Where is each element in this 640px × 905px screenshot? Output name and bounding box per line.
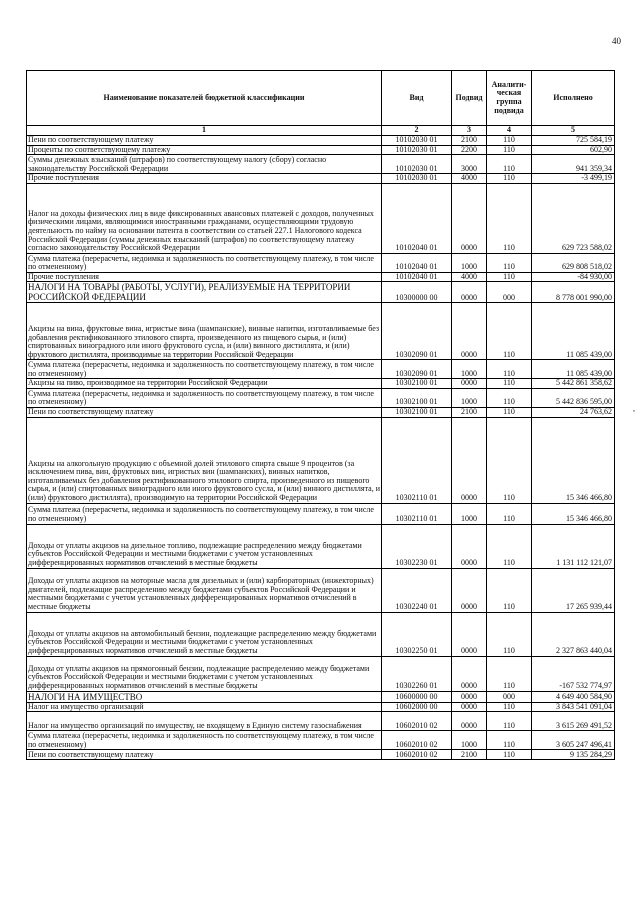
- row-name: Налог на имущество организаций: [27, 702, 382, 712]
- row-vid: 10302250 01: [382, 612, 452, 656]
- table-row: [27, 712, 615, 731]
- table-row: [27, 136, 615, 146]
- row-group: 110: [487, 712, 532, 731]
- row-podvid: 0000: [452, 183, 487, 253]
- row-value: 24 763,62: [532, 407, 615, 417]
- row-group: 110: [487, 750, 532, 760]
- row-podvid: 4000: [452, 174, 487, 184]
- row-podvid: 0000: [452, 303, 487, 360]
- row-vid: 10302230 01: [382, 524, 452, 568]
- row-podvid: 2200: [452, 145, 487, 155]
- row-value: 629 723 588,02: [532, 183, 615, 253]
- row-value: 5 442 836 595,00: [532, 388, 615, 407]
- row-name: Акцизы на пиво, производимое на территории Российской Федерации: [27, 379, 382, 389]
- table-row: [27, 417, 615, 503]
- col-num: 4: [487, 126, 532, 136]
- row-group: 000: [487, 691, 532, 702]
- row-podvid: 0000: [452, 702, 487, 712]
- budget-table: [26, 70, 615, 760]
- row-value: 15 346 466,80: [532, 417, 615, 503]
- row-value: 4 649 400 584,90: [532, 691, 615, 702]
- row-podvid: 2100: [452, 407, 487, 417]
- col-num: 1: [27, 126, 382, 136]
- row-vid: 10102030 01: [382, 174, 452, 184]
- row-group: 110: [487, 303, 532, 360]
- row-name: Пени по соответствующему платежу: [27, 136, 382, 146]
- row-value: 2 327 863 440,04: [532, 612, 615, 656]
- row-value: 5 442 861 358,62: [532, 379, 615, 389]
- row-group: 000: [487, 282, 532, 303]
- row-value: -84 930,00: [532, 272, 615, 282]
- row-podvid: 0000: [452, 656, 487, 691]
- row-podvid: 0000: [452, 282, 487, 303]
- header-name: Наименование показателей бюджетной классификации: [27, 71, 382, 126]
- row-name: Сумма платежа (перерасчеты, недоимка и задолженность по соответствующему платежу, в том числе по отмененному): [27, 388, 382, 407]
- row-podvid: 2100: [452, 750, 487, 760]
- row-name: Доходы от уплаты акцизов на автомобильный бензин, подлежащие распределению между бюджетами субъектов Российской Федерации и местными бюджетами с учетом установленных дифференцированных нормативов отчислений в местные бюджеты: [27, 612, 382, 656]
- row-name: Доходы от уплаты акцизов на моторные масла для дизельных и (или) карбюраторных (инжекторных) двигателей, подлежащие распределению между бюджетами субъектов Российской Федерации и местными бюджетами с учетом установленных дифференцированных нормативов отчислений в местные бюджеты: [27, 568, 382, 612]
- table-row: [27, 272, 615, 282]
- row-name: Проценты по соответствующему платежу: [27, 145, 382, 155]
- row-vid: 10602000 00: [382, 702, 452, 712]
- table-row: [27, 612, 615, 656]
- row-group: 110: [487, 656, 532, 691]
- row-vid: 10302110 01: [382, 503, 452, 524]
- table-row: [27, 503, 615, 524]
- table-row: [27, 145, 615, 155]
- row-group: 110: [487, 136, 532, 146]
- row-vid: 10302090 01: [382, 360, 452, 379]
- row-vid: 10102030 01: [382, 155, 452, 174]
- row-vid: 10602010 02: [382, 712, 452, 731]
- column-numbers-row: [27, 126, 615, 136]
- row-podvid: 0000: [452, 524, 487, 568]
- row-group: 110: [487, 155, 532, 174]
- table-row: [27, 183, 615, 253]
- row-group: 110: [487, 702, 532, 712]
- row-value: 725 584,19: [532, 136, 615, 146]
- row-podvid: 4000: [452, 272, 487, 282]
- row-name: Сумма платежа (перерасчеты, недоимка и задолженность по соответствующему платежу, в том числе по отмененному): [27, 360, 382, 379]
- col-num: 5: [532, 126, 615, 136]
- row-value: 1 131 112 121,07: [532, 524, 615, 568]
- row-vid: 10602010 02: [382, 731, 452, 750]
- row-podvid: 0000: [452, 691, 487, 702]
- row-vid: 10102040 01: [382, 183, 452, 253]
- row-vid: 10302260 01: [382, 656, 452, 691]
- row-value: 17 265 939,44: [532, 568, 615, 612]
- row-name: Акцизы на вина, фруктовые вина, игристые вина (шампанские), винные напитки, изготавливаемые без добавления ректификованного этилового спирта, произведенного из пищевого сырья, и (или) спиртованных виноградного или иного фруктового сусла, и (или) винного дистиллята, и (или) фруктового дистиллята, производимые на территории Российской Федерации: [27, 303, 382, 360]
- row-vid: 10302100 01: [382, 388, 452, 407]
- row-value: 3 605 247 496,41: [532, 731, 615, 750]
- row-name: Налог на доходы физических лиц в виде фиксированных авансовых платежей с доходов, полученных физическими лицами, являющимися иностранными гражданами, осуществляющими трудовую деятельность по найму на основании патента в соответствии со статьей 227.1 Налогового кодекса Российской Федерации (суммы денежных взысканий (штрафов) по соответствующему платежу согласно законодательству Российской Федерации: [27, 183, 382, 253]
- table-row: [27, 303, 615, 360]
- row-name: Пени по соответствующему платежу: [27, 750, 382, 760]
- row-name: НАЛОГИ НА ТОВАРЫ (РАБОТЫ, УСЛУГИ), РЕАЛИЗУЕМЫЕ НА ТЕРРИТОРИИ РОССИЙСКОЙ ФЕДЕРАЦИИ: [27, 282, 382, 303]
- row-name: Суммы денежных взысканий (штрафов) по соответствующему налогу (сбору) согласно законодательству Российской Федерации: [27, 155, 382, 174]
- row-value: 11 085 439,00: [532, 360, 615, 379]
- row-podvid: 3000: [452, 155, 487, 174]
- row-vid: 10300000 00: [382, 282, 452, 303]
- row-group: 110: [487, 524, 532, 568]
- edge-mark: ,: [633, 404, 635, 413]
- row-name: Пени по соответствующему платежу: [27, 407, 382, 417]
- row-name: Прочие поступления: [27, 272, 382, 282]
- table-row: [27, 282, 615, 303]
- row-name: Сумма платежа (перерасчеты, недоимка и задолженность по соответствующему платежу, в том числе по отмененному): [27, 503, 382, 524]
- row-value: 941 359,34: [532, 155, 615, 174]
- row-vid: 10102030 01: [382, 145, 452, 155]
- row-value: 602,90: [532, 145, 615, 155]
- row-vid: 10102040 01: [382, 272, 452, 282]
- row-vid: 10602010 02: [382, 750, 452, 760]
- row-podvid: 0000: [452, 379, 487, 389]
- row-value: 629 808 518,02: [532, 253, 615, 272]
- row-podvid: 0000: [452, 568, 487, 612]
- header-vid: Вид: [382, 71, 452, 126]
- row-name: Налог на имущество организаций по имуществу, не входящему в Единую систему газоснабжения: [27, 712, 382, 731]
- row-podvid: 1000: [452, 253, 487, 272]
- header-result: Исполнено: [532, 71, 615, 126]
- row-name: Сумма платежа (перерасчеты, недоимка и задолженность по соответствующему платежу, в том числе по отмененному): [27, 253, 382, 272]
- row-group: 110: [487, 388, 532, 407]
- row-name: Прочие поступления: [27, 174, 382, 184]
- table-row: [27, 656, 615, 691]
- row-name: Доходы от уплаты акцизов на дизельное топливо, подлежащие распределению между бюджетами субъектов Российской Федерации и местными бюджетами с учетом установленных дифференцированных нормативов отчислений в местные бюджеты: [27, 524, 382, 568]
- row-group: 110: [487, 272, 532, 282]
- table-row: [27, 407, 615, 417]
- row-name: Акцизы на алкогольную продукцию с объемной долей этилового спирта свыше 9 процентов (за исключением пива, вин, фруктовых вин, игристых вин (шампанских), винных напитков, изготавливаемых без добавления ректификованного этилового спирта, произведенного из пищевого сырья, и (или) спиртованных виноградного или иного фруктового сусла, и (или) винного дистиллята, и (или) фруктового дистиллята), производимую на территории Российской Федерации: [27, 417, 382, 503]
- row-podvid: 1000: [452, 360, 487, 379]
- row-vid: 10302090 01: [382, 303, 452, 360]
- row-group: 110: [487, 568, 532, 612]
- row-value: 8 778 001 990,00: [532, 282, 615, 303]
- row-value: 15 346 466,80: [532, 503, 615, 524]
- row-value: 3 615 269 491,52: [532, 712, 615, 731]
- table-row: [27, 568, 615, 612]
- row-value: 3 843 541 091,04: [532, 702, 615, 712]
- row-group: 110: [487, 360, 532, 379]
- header-group: Аналити-ческая группа подвида: [487, 71, 532, 126]
- row-group: 110: [487, 174, 532, 184]
- col-num: 3: [452, 126, 487, 136]
- table-row: [27, 702, 615, 712]
- row-podvid: 2100: [452, 136, 487, 146]
- row-value: -3 499,19: [532, 174, 615, 184]
- row-group: 110: [487, 612, 532, 656]
- row-value: -167 532 774,97: [532, 656, 615, 691]
- page-number: 40: [612, 36, 621, 46]
- table-row: [27, 174, 615, 184]
- table-row: [27, 731, 615, 750]
- table-row: [27, 155, 615, 174]
- row-vid: 10302110 01: [382, 417, 452, 503]
- row-vid: 10102040 01: [382, 253, 452, 272]
- table-row: [27, 691, 615, 702]
- row-vid: 10302100 01: [382, 379, 452, 389]
- row-podvid: 0000: [452, 712, 487, 731]
- row-group: 110: [487, 503, 532, 524]
- row-group: 110: [487, 407, 532, 417]
- row-group: 110: [487, 417, 532, 503]
- row-group: 110: [487, 379, 532, 389]
- row-podvid: 1000: [452, 503, 487, 524]
- row-group: 110: [487, 145, 532, 155]
- row-group: 110: [487, 253, 532, 272]
- row-vid: 10302240 01: [382, 568, 452, 612]
- row-vid: 10302100 01: [382, 407, 452, 417]
- table-row: [27, 360, 615, 379]
- table-row: [27, 524, 615, 568]
- row-group: 110: [487, 183, 532, 253]
- row-group: 110: [487, 731, 532, 750]
- header-podvid: Подвид: [452, 71, 487, 126]
- row-vid: 10600000 00: [382, 691, 452, 702]
- row-podvid: 1000: [452, 731, 487, 750]
- row-podvid: 1000: [452, 388, 487, 407]
- row-value: 9 135 284,29: [532, 750, 615, 760]
- row-podvid: 0000: [452, 417, 487, 503]
- row-podvid: 0000: [452, 612, 487, 656]
- table-row: [27, 750, 615, 760]
- row-name: НАЛОГИ НА ИМУЩЕСТВО: [27, 691, 382, 702]
- col-num: 2: [382, 126, 452, 136]
- row-value: 11 085 439,00: [532, 303, 615, 360]
- table-row: [27, 253, 615, 272]
- row-name: Доходы от уплаты акцизов на прямогонный бензин, подлежащие распределению между бюджетами субъектов Российской Федерации и местными бюджетами с учетом установленных дифференцированных нормативов отчислений в местные бюджеты: [27, 656, 382, 691]
- table-row: [27, 388, 615, 407]
- row-vid: 10102030 01: [382, 136, 452, 146]
- table-row: [27, 379, 615, 389]
- row-name: Сумма платежа (перерасчеты, недоимка и задолженность по соответствующему платежу, в том числе по отмененному): [27, 731, 382, 750]
